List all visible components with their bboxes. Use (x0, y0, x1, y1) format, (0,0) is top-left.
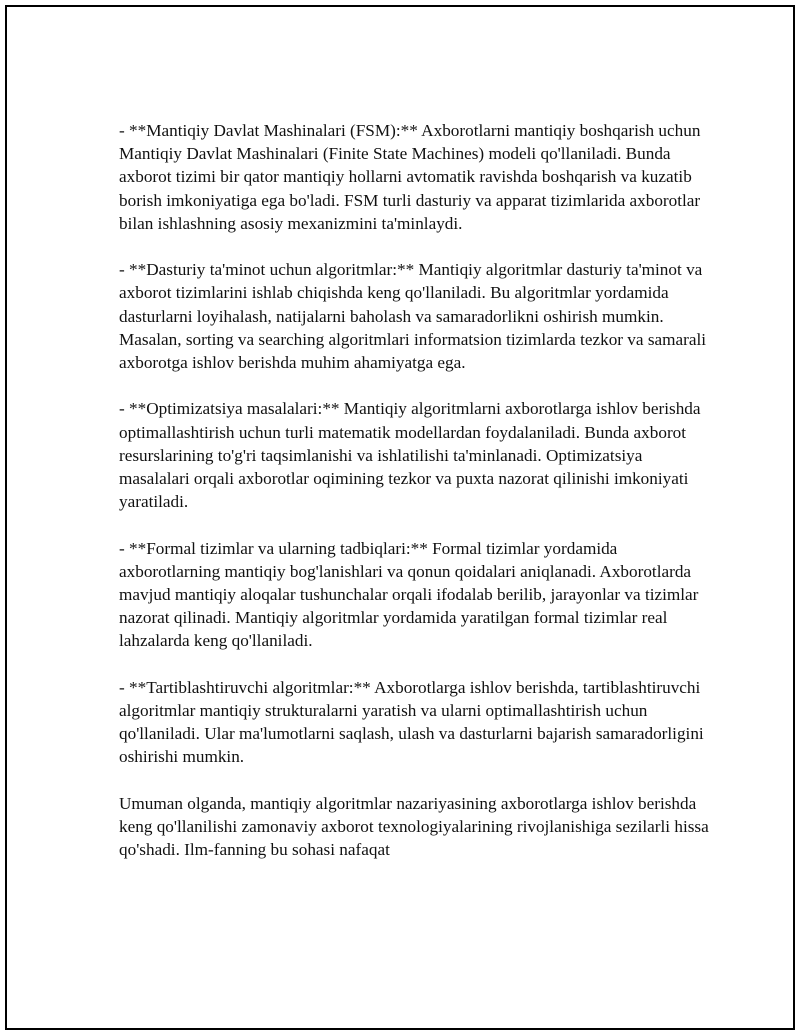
paragraph-fsm: - **Mantiqiy Davlat Mashinalari (FSM):** Axborotlarni mantiqiy boshqarish uchun Mantiqiy Davlat Mashinalari (Finite State Machines) modeli qo'llaniladi. Bunda axborot tizimi bir qator mantiqiy hollarni avtomatik ravishda boshqarish va kuzatib borish imkoniyatiga ega bo'ladi. FSM turli dasturiy va apparat tizimlarida axborotlar bilan ishlashning asosiy mexanizmini ta'minlaydi. (119, 121, 701, 233)
paragraph-optimization: - **Optimizatsiya masalalari:** Mantiqiy algoritmlarni axborotlarga ishlov berishda optimallashtirish uchun turli matematik modellardan foydalaniladi. Bunda axborot resurslarining to'g'ri taqsimlanishi va ishlatilishi ta'minlanadi. Optimizatsiya masalalari orqali axborotlar oqimining tezkor va puxta nazorat qilinishi imkoniyati yaratiladi. (119, 399, 701, 512)
paragraph-sorting-algorithms: - **Tartiblashtiruvchi algoritmlar:** Axborotlarga ishlov berishda, tartiblashtiruvchi algoritmlar mantiqiy strukturalarni yaratish va ularni optimallashtirish uchun qo'llaniladi. Ular ma'lumotlarni saqlash, ulash va dasturlarni bajarish samaradorligini oshirishi mumkin. (119, 677, 704, 767)
document-body (119, 119, 709, 861)
page-frame (5, 5, 795, 1030)
paragraph-conclusion: Umuman olganda, mantiqiy algoritmlar nazariyasining axborotlarga ishlov berishda keng qo'llanilishi zamonaviy axborot texnologiyalarining rivojlanishiga sezilarli hissa qo'shadi. Ilm-fanning bu sohasi nafaqat (119, 793, 709, 860)
paragraph-formal-systems: - **Formal tizimlar va ularning tadbiqlari:** Formal tizimlar yordamida axborotlarning mantiqiy bog'lanishlari va qonun qoidalari aniqlanadi. Axborotlarda mavjud mantiqiy aloqalar tushunchalar orqali ifodalab berilib, jarayonlar va tizimlar nazorat qilinadi. Mantiqiy algoritmlar yordamida yaratilgan formal tizimlar real lahzalarda keng qo'llaniladi. (119, 538, 699, 651)
paragraph-software-algorithms: - **Dasturiy ta'minot uchun algoritmlar:** Mantiqiy algoritmlar dasturiy ta'minot va axborot tizimlarini ishlab chiqishda keng qo'llaniladi. Bu algoritmlar yordamida dasturlarni loyihalash, natijalarni baholash va samaradorlikni oshirish mumkin. Masalan, sorting va searching algoritmlari informatsion tizimlarda tezkor va samarali axborotga ishlov berishda muhim ahamiyatga ega. (119, 260, 707, 373)
